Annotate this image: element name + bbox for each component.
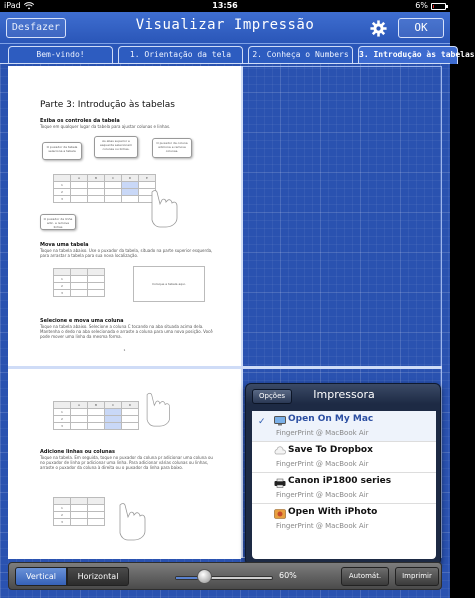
page1-bubble-table-handle: O puxador da tabela seleciona a tabela — [42, 142, 82, 160]
battery-level — [433, 5, 434, 8]
table-row-label: 1 — [54, 182, 71, 189]
zoom-slider-thumb[interactable] — [197, 569, 212, 584]
options-button[interactable]: Opções — [252, 389, 292, 404]
printer-host: FingerPrint @ MacBook Air — [276, 522, 369, 530]
tab-welcome[interactable]: Bem-vindo! — [8, 46, 113, 64]
table-header-cell: B — [88, 175, 105, 182]
table-row-label: 1 — [54, 276, 71, 283]
table-header-cell: B — [88, 402, 105, 409]
table-row-label: 2 — [54, 189, 71, 196]
tab-numbers-intro[interactable]: 2. Conheça o Numbers — [248, 46, 353, 64]
table-header-cell — [54, 175, 71, 182]
iphoto-icon — [274, 509, 286, 519]
printer-item-save-to-dropbox[interactable] — [252, 442, 436, 473]
zoom-slider[interactable] — [175, 576, 273, 580]
page2-section-heading: Adicione linhas ou colunas — [40, 449, 115, 455]
clock: 13:56 — [212, 1, 238, 10]
printer-host: FingerPrint @ MacBook Air — [276, 429, 369, 437]
page1-section2-heading: Mova uma tabela — [40, 242, 89, 248]
table-row-label: 1 — [54, 409, 71, 416]
page-divider-horizontal — [8, 366, 442, 369]
dropbox-icon — [274, 447, 286, 457]
orientation-vertical-button[interactable]: Vertical — [15, 567, 67, 586]
tab-screen-orientation[interactable]: 1. Orientação da tela — [118, 46, 243, 64]
battery-percent: 6% — [415, 1, 428, 10]
table-header-cell: D — [122, 175, 139, 182]
page1-page-number: 1 — [123, 348, 126, 352]
table-header-cell: A — [71, 175, 88, 182]
page1-section2-body: Toque na tabela abaixo. Use o puxador da tabela, situado na parte superior esquerda, para arrastar a tabela para sua nova localização. — [40, 248, 213, 258]
page1-title: Parte 3: Introdução às tabelas — [40, 100, 175, 110]
printer-name: Open On My Mac — [288, 414, 374, 424]
orientation-horizontal-button[interactable]: Horizontal — [67, 567, 129, 586]
page1-bubble-row-handle: O puxador da linha adic. e remove linhas — [40, 214, 76, 230]
page1-section3-heading: Selecione e mova uma coluna — [40, 318, 124, 324]
hand-pointer-icon — [116, 501, 146, 541]
printer-icon — [274, 478, 286, 488]
page1-drop-target: Coloque a tabela aqui. — [133, 266, 205, 302]
status-bar — [0, 0, 450, 12]
page1-section1-body: Toque em qualquer lugar da tabela para ajustar colunas e linhas. — [40, 124, 171, 129]
table-row-label: 2 — [54, 512, 71, 519]
page-title: Visualizar Impressão — [135, 17, 315, 33]
printer-host: FingerPrint @ MacBook Air — [276, 491, 369, 499]
tab-tables-intro[interactable]: 3. Introdução às tabelas — [358, 46, 458, 64]
page1-section1-heading: Exiba os controles da tabela — [40, 118, 120, 124]
table-row-label: 3 — [54, 196, 71, 203]
mac-icon — [274, 416, 286, 426]
printer-name: Save To Dropbox — [288, 445, 373, 455]
print-button[interactable]: Imprimir — [395, 567, 439, 586]
popover-title: Impressora — [313, 388, 375, 401]
page1-move-table — [53, 268, 105, 297]
table-row-label: 3 — [54, 423, 71, 430]
printer-item-canon[interactable] — [252, 473, 436, 504]
page2-add-table — [53, 497, 105, 526]
auto-fit-button[interactable]: Automát. — [341, 567, 389, 586]
printer-item-open-on-mac[interactable] — [252, 411, 436, 442]
printer-popover — [245, 383, 441, 566]
print-page-2[interactable] — [8, 369, 241, 559]
page1-section3-body: Toque na tabela abaixo. Selecione a coluna C tocando na aba situada acima dela. Mantenha o dedo na aba selecionada e arraste a coluna para uma nova posição. Você pode mover uma linha da mesma forma. — [40, 324, 213, 339]
table-row-label: 2 — [54, 283, 71, 290]
zoom-readout: 60% — [279, 571, 297, 580]
hand-pointer-icon — [143, 391, 171, 427]
table-row-label: 3 — [54, 519, 71, 526]
hand-pointer-icon — [148, 188, 178, 228]
table-header-cell: C — [105, 402, 122, 409]
page1-sample-table — [53, 174, 156, 203]
print-toolbar — [8, 562, 442, 590]
table-header-cell: A — [71, 402, 88, 409]
tab-baseline — [0, 63, 450, 64]
page2-sample-table — [53, 401, 139, 430]
table-header-cell: E — [139, 175, 156, 182]
table-header-cell: C — [105, 175, 122, 182]
table-row-label: 2 — [54, 416, 71, 423]
undo-button[interactable]: Desfazer — [6, 18, 66, 38]
page1-bubble-column-handle: O puxador da coluna adiciona e remove colunas. — [152, 138, 192, 158]
table-row-label: 1 — [54, 505, 71, 512]
table-header-cell — [54, 402, 71, 409]
printer-item-open-with-iphoto[interactable] — [252, 504, 436, 535]
carrier-label: iPad — [4, 1, 21, 10]
page1-bubble-tabs: As abas superior e esquerda selecionam colunas ou linhas. — [94, 136, 138, 158]
page2-section-body: Toque na tabela. Em seguida, toque no puxador da coluna pr adicionar uma coluna ou no puxador de linha pr adicionar uma linha. Para adicionar várias colunas ou linhas, arraste o puxador da coluna à direita ou o puxador da linha para baixo. — [40, 455, 213, 470]
sheet-tabs — [0, 44, 475, 64]
battery-icon — [431, 3, 446, 10]
print-page-1[interactable] — [8, 66, 241, 366]
checkmark-icon: ✓ — [258, 417, 266, 427]
printer-name: Canon iP1800 series — [288, 476, 392, 486]
printer-list — [252, 411, 436, 559]
page-divider-vertical — [241, 66, 243, 558]
ok-button[interactable]: OK — [398, 18, 444, 38]
table-header-cell: D — [122, 402, 139, 409]
printer-name: Open With iPhoto — [288, 507, 378, 517]
nav-bar — [0, 12, 450, 44]
printer-host: FingerPrint @ MacBook Air — [276, 460, 369, 468]
table-row-label: 3 — [54, 290, 71, 297]
gear-icon[interactable] — [370, 20, 387, 37]
